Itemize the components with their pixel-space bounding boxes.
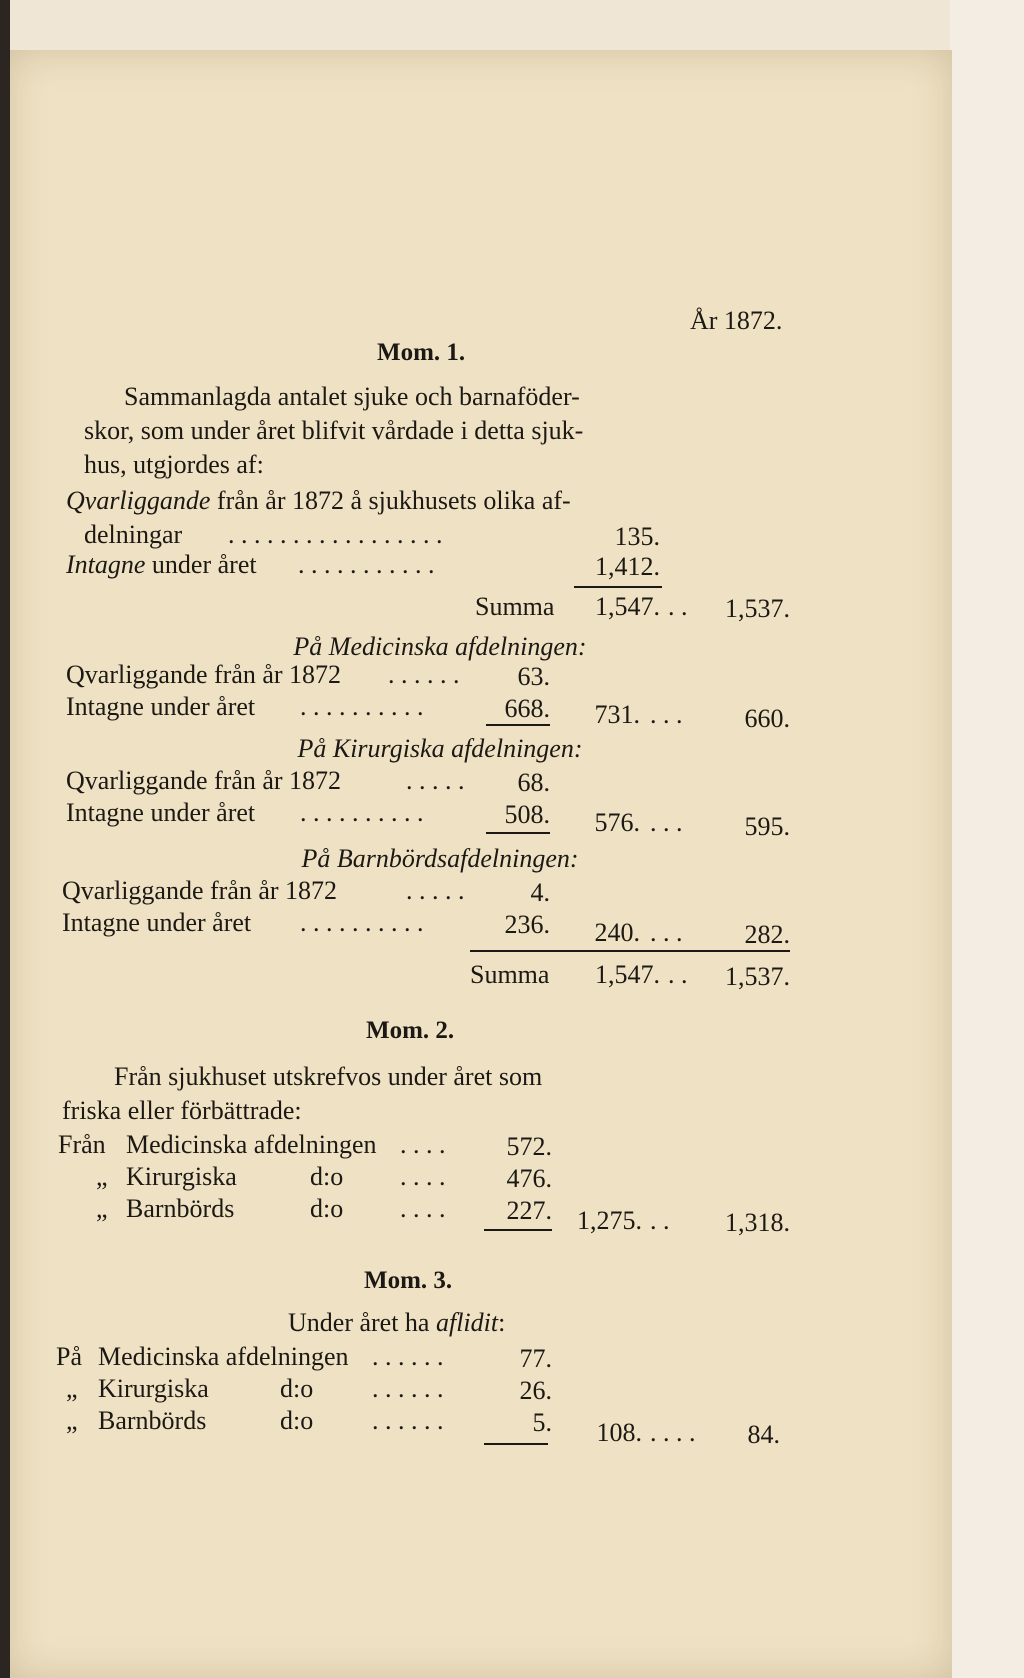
mom2-heading: Mom. 2. [366, 1017, 455, 1044]
mom1-summa-value: 1,547. [595, 592, 660, 621]
section-kirurgiska-intagne-value: 508. [504, 800, 550, 829]
section-kirurgiska-heading: På Kirurgiska afdelningen: [297, 734, 583, 763]
mom1-intagne-dots: . . . . . . . . . . . [298, 550, 435, 579]
section-kirurgiska-qvar-label: Qvarliggande från år 1872 [66, 766, 342, 795]
section-barnbords-intagne-dots: . . . . . . . . . . [300, 908, 424, 937]
mom3-row2-dots: . . . . . . [372, 1374, 444, 1403]
mom2-row1-name: Medicinska afdelningen [126, 1130, 377, 1159]
binding-edge [0, 0, 10, 1678]
mom3-row3-dots: . . . . . . [372, 1406, 444, 1435]
mom3-row2-ditto: d:o [280, 1374, 314, 1403]
mom2-rule [484, 1229, 552, 1231]
section-medicinska-intagne-dots: . . . . . . . . . . [300, 692, 424, 721]
mom1-qvar-line2: delningar [84, 520, 183, 549]
mom1-intagne-value: 1,412. [595, 552, 660, 581]
mom3-rule [484, 1443, 548, 1445]
mom2-row3-prefix: „ [96, 1194, 108, 1223]
section-medicinska-qvar-value: 63. [517, 662, 550, 691]
mom1-heading: Mom. 1. [377, 339, 466, 366]
section-barnbords-qvar-label: Qvarliggande från år 1872 [62, 876, 338, 905]
year-label: År 1872. [690, 306, 783, 335]
summa2-dots: . . [668, 960, 688, 989]
section-medicinska-qvar-dots: . . . . . . [388, 660, 460, 689]
mom3-heading: Mom. 3. [364, 1267, 453, 1294]
mom2-dots: . . [650, 1206, 670, 1235]
mom2-intro-line2: friska eller förbättrade: [62, 1096, 302, 1125]
section-barnbords-intagne-label: Intagne under året [62, 908, 252, 937]
mom3-total: 108. [596, 1418, 642, 1447]
mom1-qvar-line1 [66, 486, 571, 516]
section-kirurgiska-rule [486, 832, 550, 834]
section-barnbords-qvar-value: 4. [530, 878, 550, 907]
mom3-intro-colon: : [498, 1308, 506, 1337]
mom2-row3-dots: . . . . [400, 1194, 446, 1223]
section-kirurgiska-intagne-dots: . . . . . . . . . . [300, 798, 424, 827]
mom2-total: 1,275. [577, 1206, 642, 1235]
section-medicinska-heading: På Medicinska afdelningen: [293, 632, 587, 661]
mom3-intro [288, 1308, 505, 1338]
mom2-row2-ditto: d:o [310, 1162, 344, 1191]
mom3-row3-prefix: „ [66, 1406, 78, 1435]
section-barnbords-total: 240. [594, 918, 640, 947]
mom1-intagne-line [66, 550, 257, 580]
section-kirurgiska-dots: . . . [650, 808, 683, 837]
section-medicinska-total-1872: 660. [744, 704, 790, 733]
qvar-italic: Qvarliggande [66, 486, 211, 515]
mom2-row3-ditto: d:o [310, 1194, 344, 1223]
mom3-row1-prefix: På [56, 1342, 82, 1371]
section-barnbords-total-1872: 282. [744, 920, 790, 949]
mom2-row1-prefix: Från [58, 1130, 106, 1159]
mom3-row2-prefix: „ [66, 1374, 78, 1403]
section-barnbords-intagne-value: 236. [504, 910, 550, 939]
section-kirurgiska-qvar-value: 68. [517, 768, 550, 797]
mom1-sum-rule [574, 586, 662, 588]
mom2-total-1872: 1,318. [725, 1208, 790, 1237]
mom2-row2-dots: . . . . [400, 1162, 446, 1191]
mom2-row2-name: Kirurgiska [126, 1162, 237, 1191]
mom1-intro-line2: skor, som under året blifvit vårdade i detta sjuk- [84, 416, 584, 445]
section-medicinska-intagne-value: 668. [504, 694, 550, 723]
mom3-row3-ditto: d:o [280, 1406, 314, 1435]
section-kirurgiska-total-1872: 595. [744, 812, 790, 841]
mom3-intro-italic: aflidit [435, 1308, 499, 1337]
section-barnbords-dots: . . . [650, 918, 683, 947]
section-barnbords-heading: På Barnbördsafdelningen: [301, 844, 579, 873]
mom1-summa-label: Summa [475, 592, 555, 621]
mom1-qvar-value: 135. [614, 522, 660, 551]
mom3-row1-value: 77. [519, 1344, 552, 1373]
intagne-italic: Intagne [66, 550, 146, 579]
mom2-row3-value: 227. [506, 1196, 552, 1225]
intagne-rest: under året [145, 550, 257, 579]
section-kirurgiska-intagne-label: Intagne under året [66, 798, 256, 827]
summa2-label: Summa [470, 960, 550, 989]
mom1-summa-dots: . . [668, 592, 688, 621]
summa2-1872: 1,537. [725, 962, 790, 991]
section-medicinska-dots: . . . [650, 700, 683, 729]
mom3-row1-name: Medicinska afdelningen [98, 1342, 349, 1371]
section-medicinska-qvar-label: Qvarliggande från år 1872 [66, 660, 342, 689]
mom2-row2-value: 476. [506, 1164, 552, 1193]
section-barnbords-qvar-dots: . . . . . [406, 876, 465, 905]
mom3-row3-value: 5. [532, 1408, 552, 1437]
mom1-intro-line3: hus, utgjordes af: [84, 450, 264, 479]
section-kirurgiska-qvar-dots: . . . . . [406, 766, 465, 795]
mom3-row2-value: 26. [519, 1376, 552, 1405]
right-margin [950, 0, 1024, 1678]
mom1-intro-line1: Sammanlagda antalet sjuke och barnaföder- [124, 382, 580, 411]
mom2-row1-value: 572. [506, 1132, 552, 1161]
mom3-total-1872: 84. [747, 1420, 780, 1449]
section-barnbords-rule-1872 [688, 950, 784, 952]
section-medicinska-total: 731. [594, 700, 640, 729]
mom3-intro-plain: Under året ha [288, 1308, 436, 1337]
mom2-row1-dots: . . . . [400, 1130, 446, 1159]
mom1-qvar-dots: . . . . . . . . . . . . . . . . . [228, 520, 443, 549]
mom3-row2-name: Kirurgiska [98, 1374, 209, 1403]
section-kirurgiska-total: 576. [594, 808, 640, 837]
qvar-rest: från år 1872 å sjukhusets olika af- [210, 486, 571, 515]
mom3-row1-dots: . . . . . . [372, 1342, 444, 1371]
summa2-value: 1,547. [595, 960, 660, 989]
mom3-dots: . . . . [650, 1418, 696, 1447]
mom2-intro-line1: Från sjukhuset utskrefvos under året som [114, 1062, 543, 1091]
mom1-summa-1872: 1,537. [725, 594, 790, 623]
mom3-row3-name: Barnbörds [98, 1406, 207, 1435]
mom2-row3-name: Barnbörds [126, 1194, 235, 1223]
mom2-row2-prefix: „ [96, 1162, 108, 1191]
section-medicinska-intagne-label: Intagne under året [66, 692, 256, 721]
section-medicinska-rule [486, 724, 550, 726]
top-margin [0, 0, 1024, 52]
